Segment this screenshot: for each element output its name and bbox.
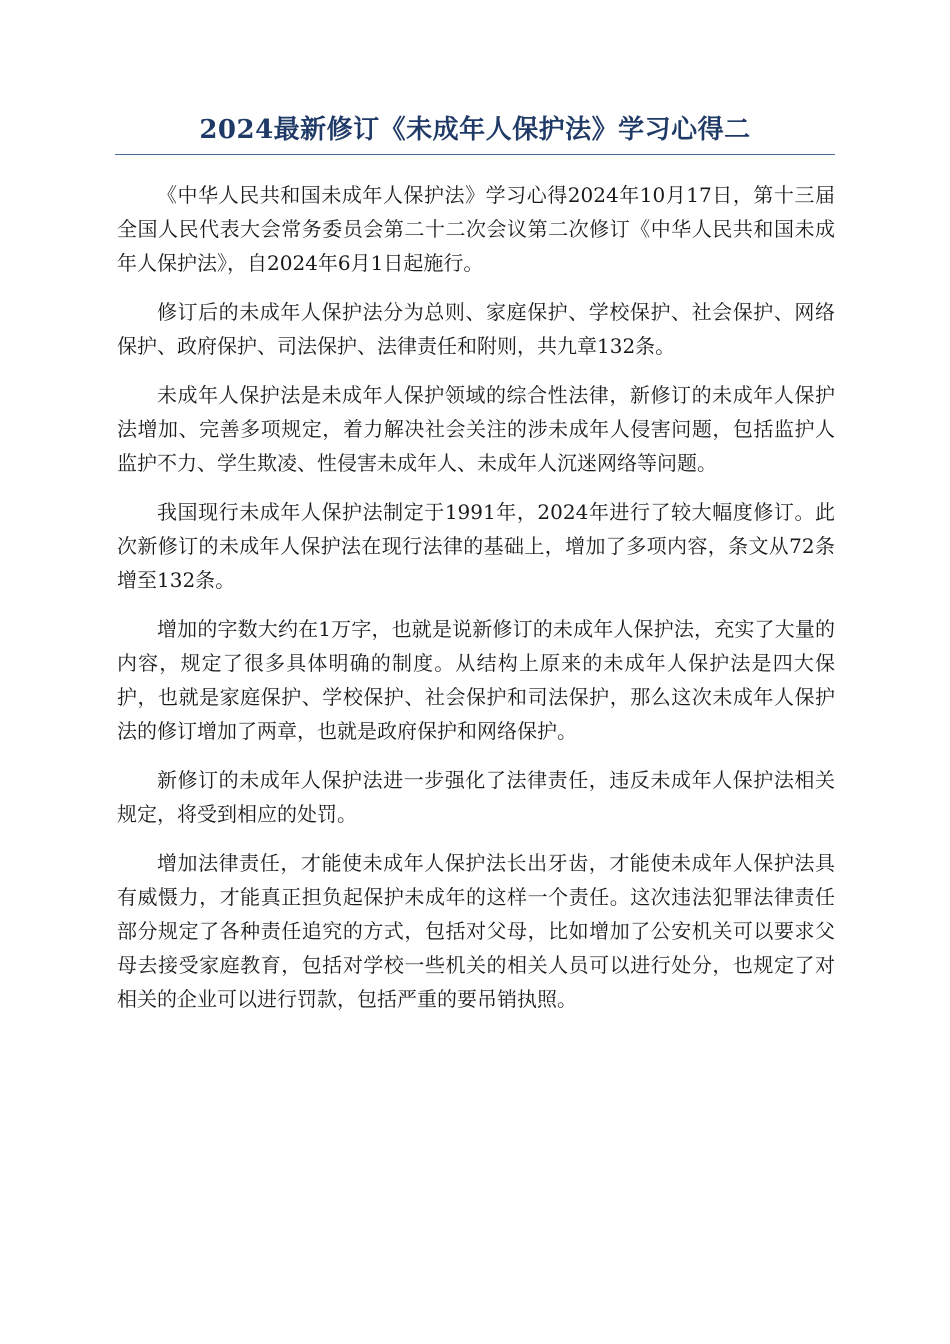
paragraph-5: 增加的字数大约在1万字，也就是说新修订的未成年人保护法，充实了大量的内容，规定了很多具体明确的制度。从结构上原来的未成年人保护法是四大保护，也就是家庭保护、学校保护、社会保护和司法保护，那么这次未成年人保护法的修订增加了两章，也就是政府保护和网络保护。 — [117, 617, 835, 743]
paragraph-6: 新修订的未成年人保护法进一步强化了法律责任，违反未成年人保护法相关规定，将受到相应的处罚。 — [117, 768, 835, 826]
title-block — [115, 112, 835, 155]
paragraph-3: 未成年人保护法是未成年人保护领域的综合性法律，新修订的未成年人保护法增加、完善多项规定，着力解决社会关注的涉未成年人侵害问题，包括监护人监护不力、学生欺凌、性侵害未成年人、未成年人沉迷网络等问题。 — [117, 383, 835, 475]
paragraph-1: 《中华人民共和国未成年人保护法》学习心得2024年10月17日，第十三届全国人民代表大会常务委员会第二十二次会议第二次修订《中华人民共和国未成年人保护法》，自2024年6月1日起施行。 — [117, 183, 835, 275]
paragraph-7: 增加法律责任，才能使未成年人保护法长出牙齿，才能使未成年人保护法具有威慑力，才能真正担负起保护未成年的这样一个责任。这次违法犯罪法律责任部分规定了各种责任追究的方式，包括对父母，比如增加了公安机关可以要求父母去接受家庭教育，包括对学校一些机关的相关人员可以进行处分，也规定了对相关的企业可以进行罚款，包括严重的要吊销执照。 — [117, 851, 835, 1011]
paragraph-2: 修订后的未成年人保护法分为总则、家庭保护、学校保护、社会保护、网络保护、政府保护、司法保护、法律责任和附则，共九章132条。 — [117, 300, 835, 358]
paragraph-4: 我国现行未成年人保护法制定于1991年，2024年进行了较大幅度修订。此次新修订的未成年人保护法在现行法律的基础上，增加了多项内容，条文从72条增至132条。 — [117, 500, 835, 592]
document-title: 2024最新修订《未成年人保护法》学习心得二 — [199, 115, 751, 145]
document-body — [117, 178, 835, 1031]
